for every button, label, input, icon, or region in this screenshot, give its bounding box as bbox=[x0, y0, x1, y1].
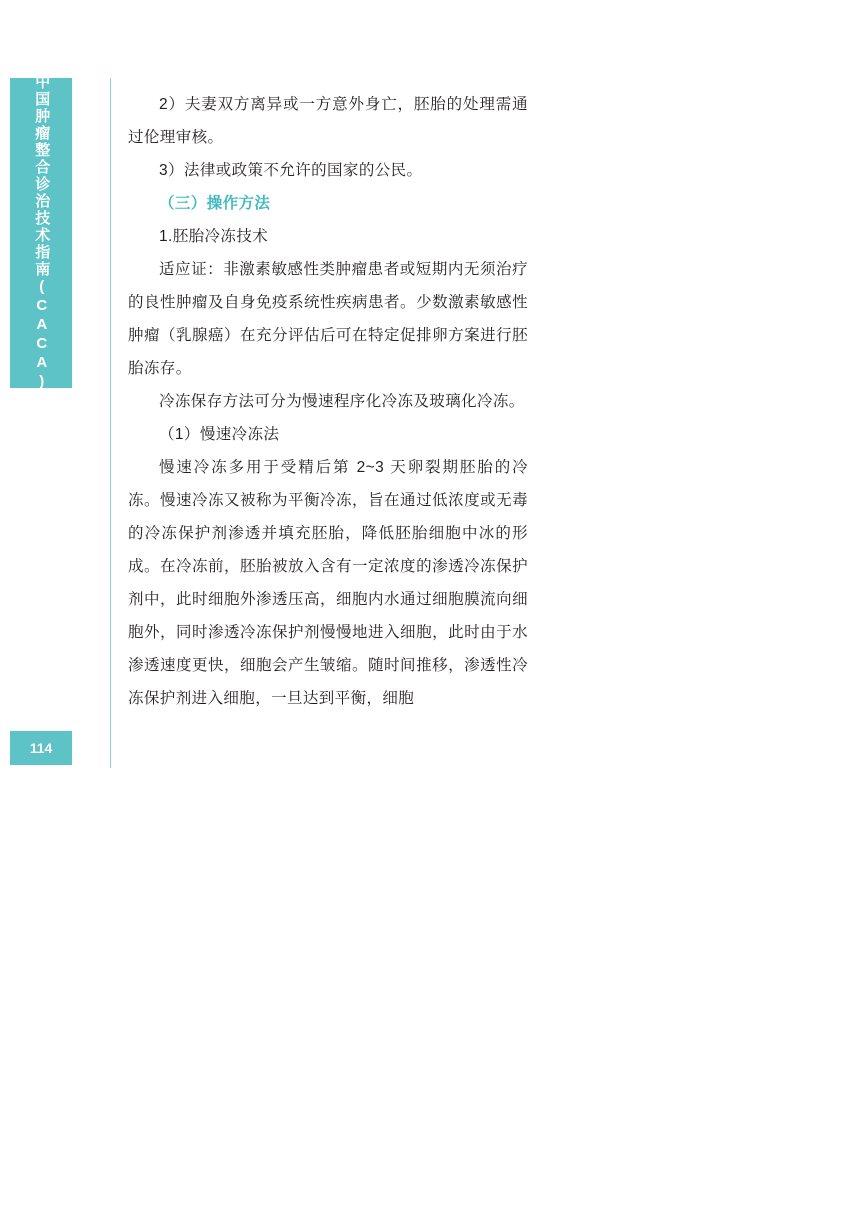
list-item-3: 3）法律或政策不允许的国家的公民。 bbox=[159, 162, 423, 179]
subsection-heading: 1.胚胎冷冻技术 bbox=[159, 228, 269, 245]
paragraph-indications: 适应证：非激素敏感性类肿瘤患者或短期内无须治疗的良性肿瘤及自身免疫系统性疾病患者。少数激素敏感性肿瘤（乳腺癌）在充分评估后可在特定促排卵方案进行胚胎冻存。 bbox=[128, 261, 528, 377]
paragraph-cryo-methods: 冷冻保存方法可分为慢速程序化冷冻及玻璃化冷冻。 bbox=[159, 393, 525, 410]
page-number-text: 114 bbox=[29, 740, 53, 756]
paragraph-slow-freeze: 慢速冷冻多用于受精后第 2~3 天卵裂期胚胎的冷冻。慢速冷冻又被称为平衡冷冻，旨在通过低浓度或无毒的冷冻保护剂渗透并填充胚胎，降低胚胎细胞中冰的形成。在冷冻前，胚胎被放入含有一定浓度的渗透冷冻保护剂中，此时细胞外渗透压高，细胞内水通过细胞膜流向细胞外，同时渗透冷冻保护剂慢慢地进入细胞，此时由于水渗透速度更快，细胞会产生皱缩。随时间推移，渗透性冷冻保护剂进入细胞，一旦达到平衡，细胞 bbox=[128, 459, 528, 707]
body-text-column bbox=[128, 88, 528, 715]
book-title-tab bbox=[10, 74, 72, 392]
column-divider bbox=[110, 78, 111, 768]
list-item-2: 2）夫妻双方离异或一方意外身亡，胚胎的处理需通过伦理审核。 bbox=[128, 96, 528, 146]
page-number-badge bbox=[10, 731, 72, 765]
section-heading: （三）操作方法 bbox=[159, 195, 271, 212]
book-title-text: 中国肿瘤整合诊治技术指南(CACA) bbox=[33, 74, 51, 392]
subsection-heading-slow-freeze: （1）慢速冷冻法 bbox=[159, 426, 280, 443]
